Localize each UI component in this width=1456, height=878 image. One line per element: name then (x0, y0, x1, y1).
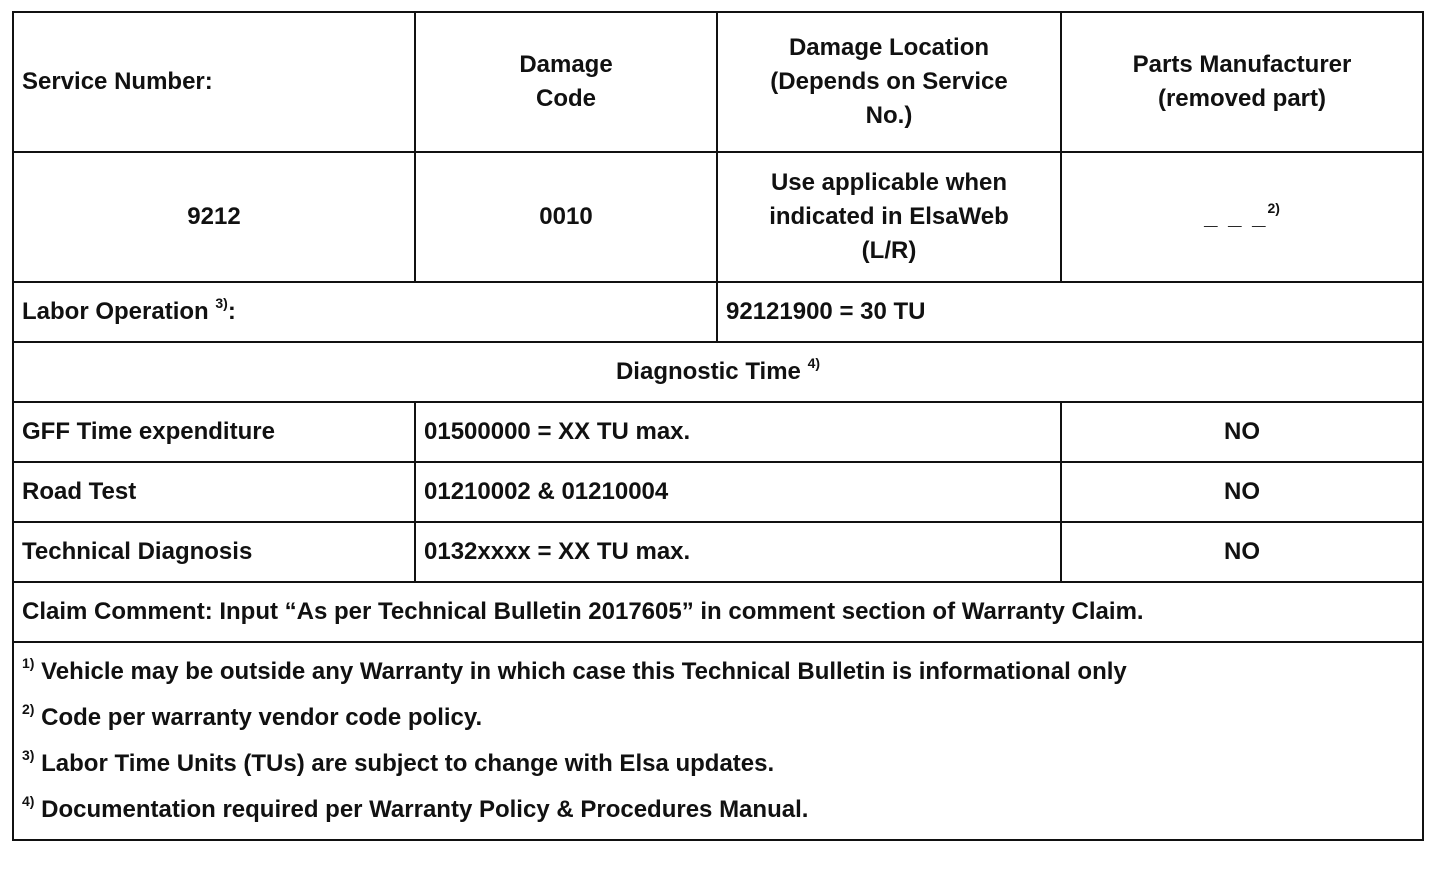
diagnostic-row (13, 402, 1423, 462)
diagnostic-value: NO (1061, 402, 1423, 462)
damage-location-header-line3: No.) (865, 102, 913, 129)
warranty-table (12, 11, 1424, 841)
footnote: $^{1)}$ Vehicle may be outside any Warranty in which case this Technical Bulletin is informational only (22, 655, 1127, 685)
claim-comment-row (13, 582, 1423, 642)
damage-location-header-line2: (Depends on Service (770, 68, 1008, 95)
footnote: $^{2)}$ Code per warranty vendor code policy. (22, 701, 483, 731)
diagnostic-time-row (13, 342, 1423, 402)
footnote-ref-3: 3) (215, 295, 228, 311)
service-number-value: 9212 (13, 152, 415, 282)
damage-code-header-line1: Damage (519, 51, 613, 78)
footnote-ref-4: 4) (807, 355, 821, 371)
damage-location-header-line1: Damage Location (788, 34, 990, 61)
diagnostic-label: GFF Time expenditure (13, 402, 415, 462)
diagnostic-time-title: Diagnostic Time $^{4)}$ (13, 342, 1423, 402)
parts-manufacturer-header (1061, 12, 1423, 152)
service-number-header: Service Number: (13, 12, 415, 152)
damage-code-header-line2: Code (536, 85, 596, 112)
labor-row (13, 282, 1423, 342)
damage-location-header (717, 12, 1061, 152)
damage-location-value-line3: (L/R) (861, 237, 917, 264)
footnotes (13, 642, 1423, 840)
damage-location-value-line2: indicated in ElsaWeb (769, 203, 1009, 230)
parts-manufacturer-blank: _ _ _ (1204, 203, 1268, 230)
footnotes-row (13, 642, 1423, 840)
damage-location-value-line1: Use applicable when (770, 169, 1008, 196)
diagnostic-code: 01500000 = XX TU max. (415, 402, 1061, 462)
labor-operation-label: Labor Operation $^{3)}$: (13, 282, 717, 342)
footnote-ref-2: 2) (1267, 200, 1280, 216)
damage-code-value: 0010 (415, 152, 717, 282)
diagnostic-code: 0132xxxx = XX TU max. (415, 522, 1061, 582)
diagnostic-row (13, 462, 1423, 522)
diagnostic-value: NO (1061, 522, 1423, 582)
parts-manufacturer-value (1061, 152, 1423, 282)
codes-row (13, 152, 1423, 282)
footnote: $^{4)}$ Documentation required per Warranty Policy & Procedures Manual. (22, 793, 809, 823)
damage-code-header (415, 12, 717, 152)
header-row (13, 12, 1423, 152)
labor-operation-value: 92121900 = 30 TU (717, 282, 1423, 342)
diagnostic-label: Technical Diagnosis (13, 522, 415, 582)
parts-manufacturer-header-line2: (removed part) (1157, 85, 1327, 112)
diagnostic-label: Road Test (13, 462, 415, 522)
diagnostic-value: NO (1061, 462, 1423, 522)
parts-manufacturer-header-line1: Parts Manufacturer (1132, 51, 1352, 78)
footnote: $^{3)}$ Labor Time Units (TUs) are subject to change with Elsa updates. (22, 747, 775, 777)
diagnostic-row (13, 522, 1423, 582)
damage-location-value (717, 152, 1061, 282)
diagnostic-code: 01210002 & 01210004 (415, 462, 1061, 522)
claim-comment: Claim Comment: Input “As per Technical Bulletin 2017605” in comment section of Warranty Claim. (13, 582, 1423, 642)
